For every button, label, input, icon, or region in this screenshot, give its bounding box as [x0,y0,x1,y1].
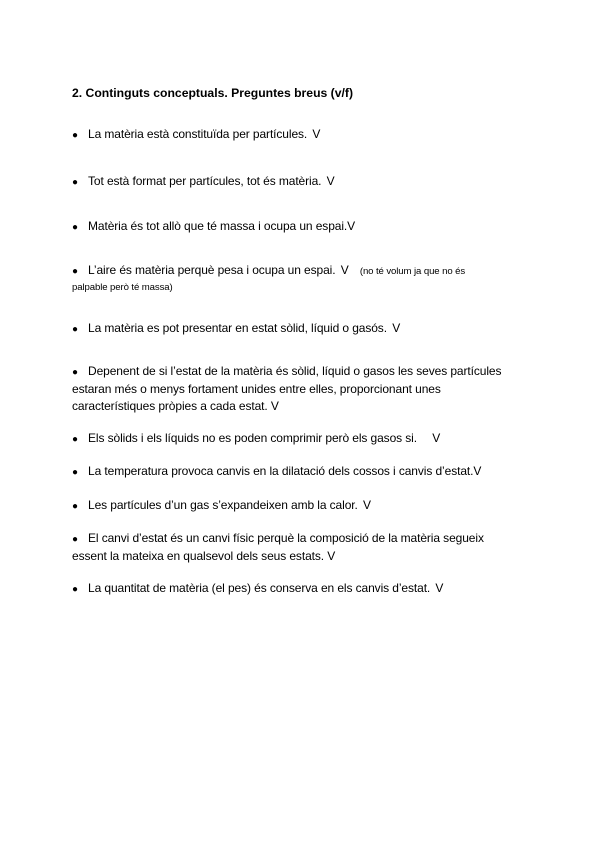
statement-text: Els sòlids i els líquids no es poden comprimir però els gasos si. [88,431,417,445]
statement-item-3 [72,218,532,236]
answer-mark: V [392,321,401,335]
answer-mark: V [312,127,321,141]
statement-item-5 [72,320,532,338]
answer-mark: V [340,263,349,277]
statement-item-8 [72,463,532,481]
bullet-icon: ● [72,501,78,512]
answer-mark: V [327,549,336,563]
answer-mark: V [270,399,279,413]
bullet-icon: ● [72,467,78,478]
statement-text: La temperatura provoca canvis en la dilatació dels cossos i canvis d’estat. [88,464,474,478]
bullet-icon: ● [72,177,78,188]
answer-mark: V [326,174,335,188]
bullet-icon: ● [72,434,78,445]
statement-text: Tot està format per partícules, tot és matèria. [88,174,322,188]
section-heading: 2. Continguts conceptuals. Preguntes breus (v/f) [72,86,354,100]
statement-text: La matèria està constituïda per partícules. [88,127,308,141]
statement-item-6 [72,363,520,415]
statement-item-2 [72,173,532,191]
statement-item-1 [72,126,532,144]
statement-note-line1: (no té volum ja que no és [359,266,466,277]
statement-text: La matèria es pot presentar en estat sòlid, líquid o gasós. [88,321,387,335]
answer-mark: V [435,581,444,595]
statement-text: Matèria és tot allò que té massa i ocupa un espai. [88,219,348,233]
bullet-icon: ● [72,584,78,595]
statement-text: Les partícules d’un gas s’expandeixen amb la calor. [88,498,358,512]
statement-text: L’aire és matèria perquè pesa i ocupa un espai. [88,263,336,277]
answer-mark: V [362,498,371,512]
statement-item-7 [72,430,532,448]
statement-text: El canvi d’estat és un canvi físic perquè la composició de la matèria segueix essent la mateixa en qualsevol dels seus estats. [72,531,484,563]
bullet-icon: ● [72,266,78,277]
answer-mark: V [473,464,482,478]
statement-text: La quantitat de matèria (el pes) és conserva en els canvis d’estat. [88,581,431,595]
statement-text: Depenent de si l’estat de la matèria és sòlid, líquid o gasos les seves partícules estaran més o menys fortament unides entre elles, proporcionant unes característiques pròpies a cada estat. [72,364,502,413]
bullet-icon: ● [72,222,78,233]
bullet-icon: ● [72,367,78,378]
statement-note-line2: palpable però té massa) [72,282,173,293]
bullet-icon: ● [72,324,78,335]
answer-mark: V [432,431,441,445]
statement-item-4 [72,262,532,295]
statement-item-9 [72,497,532,515]
bullet-icon: ● [72,534,78,545]
statement-item-10 [72,530,512,565]
answer-mark: V [347,219,356,233]
bullet-icon: ● [72,130,78,141]
statement-item-11 [72,580,532,598]
